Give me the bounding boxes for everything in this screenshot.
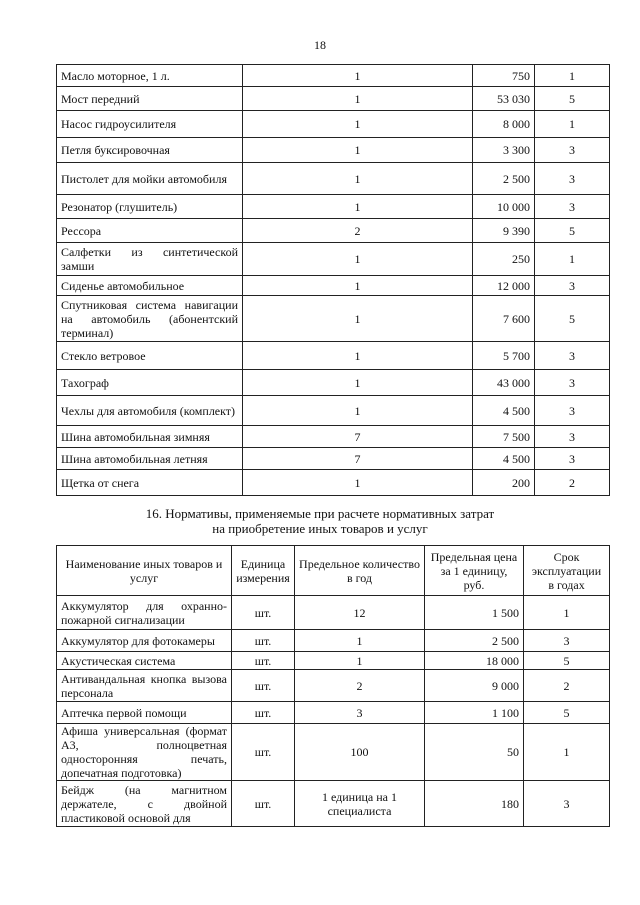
cell-price: 5 700 — [473, 342, 535, 370]
cell-name: Стекло ветровое — [57, 342, 243, 370]
cell-qty: 1 — [243, 163, 473, 195]
table-row — [57, 296, 610, 342]
cell-price: 10 000 — [473, 195, 535, 219]
cell-price: 9 000 — [425, 670, 524, 702]
cell-unit: шт. — [232, 724, 295, 781]
cell-term: 3 — [535, 195, 610, 219]
cell-qty: 1 — [243, 111, 473, 138]
table-row — [57, 111, 610, 138]
cell-name: Бейдж (на магнитном держателе, с двойной пластиковой основой для — [57, 781, 232, 827]
table-header-row — [57, 546, 610, 596]
cell-qty: 1 — [243, 296, 473, 342]
cell-term: 2 — [524, 670, 610, 702]
cell-price: 4 500 — [473, 396, 535, 426]
cell-price: 18 000 — [425, 652, 524, 670]
table-row — [57, 448, 610, 470]
cell-qty: 1 — [243, 243, 473, 276]
cell-name: Сиденье автомобильное — [57, 276, 243, 296]
cell-qty: 1 — [243, 138, 473, 163]
cell-qty: 1 — [243, 87, 473, 111]
cell-qty: 2 — [295, 670, 425, 702]
cell-name: Рессора — [57, 219, 243, 243]
cell-price: 250 — [473, 243, 535, 276]
table-row — [57, 781, 610, 827]
cell-term: 5 — [535, 296, 610, 342]
cell-price: 1 100 — [425, 702, 524, 724]
header-price: Предельная цена за 1 единицу, руб. — [425, 546, 524, 596]
cell-price: 50 — [425, 724, 524, 781]
table-row — [57, 342, 610, 370]
cell-price: 9 390 — [473, 219, 535, 243]
cell-term: 3 — [535, 342, 610, 370]
cell-qty: 1 — [243, 396, 473, 426]
cell-term: 5 — [535, 87, 610, 111]
table-row — [57, 243, 610, 276]
cell-term: 3 — [524, 781, 610, 827]
table-row — [57, 138, 610, 163]
cell-price: 2 500 — [425, 630, 524, 652]
cell-qty: 2 — [243, 219, 473, 243]
table-row — [57, 724, 610, 781]
cell-term: 3 — [535, 163, 610, 195]
cell-term: 1 — [524, 596, 610, 630]
cell-term: 3 — [535, 448, 610, 470]
table-row — [57, 426, 610, 448]
cell-qty: 7 — [243, 448, 473, 470]
table-row — [57, 596, 610, 630]
table-row — [57, 702, 610, 724]
cell-name: Шина автомобильная зимняя — [57, 426, 243, 448]
table-row — [57, 87, 610, 111]
cell-name: Антивандальная кнопка вызова персонала — [57, 670, 232, 702]
cell-name: Акустическая система — [57, 652, 232, 670]
cell-term: 5 — [535, 219, 610, 243]
cell-qty: 3 — [295, 702, 425, 724]
cell-name: Спутниковая система навигации на автомобиль (абонентский терминал) — [57, 296, 243, 342]
cell-unit: шт. — [232, 702, 295, 724]
cell-qty: 1 единица на 1 специалиста — [295, 781, 425, 827]
cell-qty: 1 — [243, 342, 473, 370]
cell-term: 3 — [535, 370, 610, 396]
cell-term: 2 — [535, 470, 610, 496]
cell-unit: шт. — [232, 670, 295, 702]
cell-price: 1 500 — [425, 596, 524, 630]
cell-price: 200 — [473, 470, 535, 496]
cell-name: Аккумулятор для фотокамеры — [57, 630, 232, 652]
cell-name: Чехлы для автомобиля (комплект) — [57, 396, 243, 426]
cell-term: 1 — [535, 243, 610, 276]
cell-term: 5 — [524, 652, 610, 670]
cell-name: Щетка от снега — [57, 470, 243, 496]
table-row — [57, 470, 610, 496]
header-name: Наименование иных товаров и услуг — [57, 546, 232, 596]
cell-price: 4 500 — [473, 448, 535, 470]
page-number: 18 — [314, 38, 326, 52]
cell-price: 7 600 — [473, 296, 535, 342]
header-term: Срок эксплуатации в годах — [524, 546, 610, 596]
section-title-line2: на приобретение иных товаров и услуг — [212, 521, 428, 536]
table-row — [57, 195, 610, 219]
cell-term: 1 — [524, 724, 610, 781]
cell-price: 8 000 — [473, 111, 535, 138]
cell-term: 3 — [535, 276, 610, 296]
table-row — [57, 630, 610, 652]
cell-name: Салфетки из синтетической замши — [57, 243, 243, 276]
header-unit: Единица измерения — [232, 546, 295, 596]
table-row — [57, 370, 610, 396]
cell-name: Насос гидроусилителя — [57, 111, 243, 138]
cell-name: Аптечка первой помощи — [57, 702, 232, 724]
cell-price: 43 000 — [473, 370, 535, 396]
header-qty: Предельное количество в год — [295, 546, 425, 596]
table-row — [57, 396, 610, 426]
cell-name: Масло моторное, 1 л. — [57, 65, 243, 87]
section-title-line1: 16. Нормативы, применяемые при расчете нормативных затрат — [145, 506, 495, 521]
cell-price: 3 300 — [473, 138, 535, 163]
cell-price: 53 030 — [473, 87, 535, 111]
table-row — [57, 652, 610, 670]
cell-term: 5 — [524, 702, 610, 724]
cell-price: 7 500 — [473, 426, 535, 448]
cell-term: 1 — [535, 111, 610, 138]
cell-qty: 1 — [243, 370, 473, 396]
cell-price: 180 — [425, 781, 524, 827]
cell-price: 2 500 — [473, 163, 535, 195]
cell-name: Пистолет для мойки автомобиля — [57, 163, 243, 195]
cell-name: Аккумулятор для охранно-пожарной сигнализации — [57, 596, 232, 630]
cell-qty: 1 — [243, 65, 473, 87]
vehicle-parts-table — [56, 64, 610, 496]
table-row — [57, 219, 610, 243]
cell-qty: 1 — [243, 276, 473, 296]
cell-qty: 1 — [243, 470, 473, 496]
table-row — [57, 276, 610, 296]
cell-price: 12 000 — [473, 276, 535, 296]
other-goods-table — [56, 545, 610, 827]
cell-name: Афиша универсальная (формат А3, полноцветная односторонняя печать, допечатная подготовка) — [57, 724, 232, 781]
cell-term: 1 — [535, 65, 610, 87]
section-title — [0, 506, 640, 536]
cell-unit: шт. — [232, 652, 295, 670]
cell-qty: 1 — [295, 652, 425, 670]
cell-term: 3 — [535, 396, 610, 426]
cell-term: 3 — [524, 630, 610, 652]
cell-name: Резонатор (глушитель) — [57, 195, 243, 219]
cell-qty: 7 — [243, 426, 473, 448]
table-row — [57, 65, 610, 87]
cell-term: 3 — [535, 138, 610, 163]
cell-qty: 100 — [295, 724, 425, 781]
table-row — [57, 670, 610, 702]
cell-name: Шина автомобильная летняя — [57, 448, 243, 470]
table-row — [57, 163, 610, 195]
cell-qty: 1 — [295, 630, 425, 652]
cell-unit: шт. — [232, 630, 295, 652]
cell-unit: шт. — [232, 596, 295, 630]
cell-qty: 12 — [295, 596, 425, 630]
cell-price: 750 — [473, 65, 535, 87]
cell-name: Мост передний — [57, 87, 243, 111]
cell-name: Тахограф — [57, 370, 243, 396]
cell-term: 3 — [535, 426, 610, 448]
cell-qty: 1 — [243, 195, 473, 219]
cell-name: Петля буксировочная — [57, 138, 243, 163]
cell-unit: шт. — [232, 781, 295, 827]
